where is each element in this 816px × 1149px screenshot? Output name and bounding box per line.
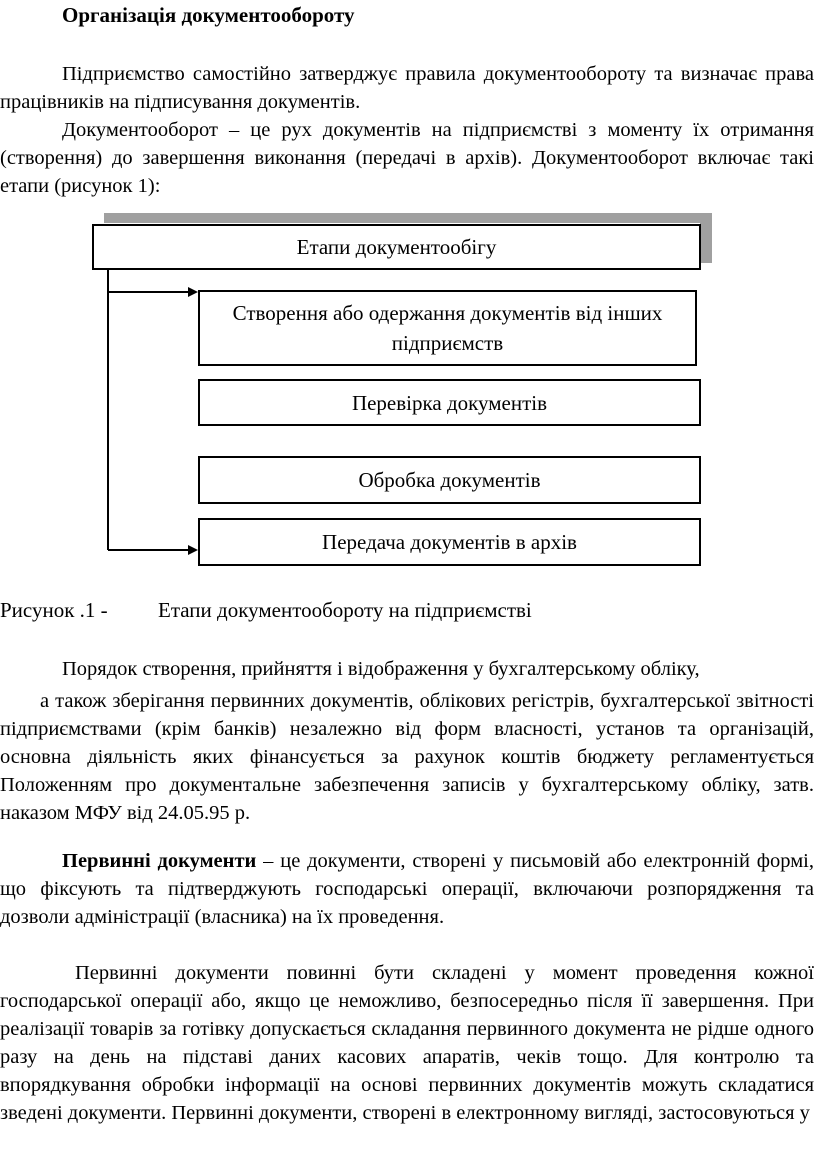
top-box-shadow-top: [104, 213, 712, 223]
section-heading: Організація документообороту: [62, 3, 355, 27]
stage-box-create: Створення або одержання документів від інших підприємств: [198, 290, 697, 366]
regulation-first-line: Порядок створення, прийняття і відображення у бухгалтерському обліку,: [62, 658, 700, 680]
stages-diagram: [0, 205, 816, 575]
term-primary-documents: Первинні документи: [62, 850, 257, 872]
arrow-first-icon: [188, 287, 198, 297]
top-stage-box: Етапи документообігу: [92, 224, 701, 270]
stage-box-verify: Перевірка документів: [198, 379, 701, 426]
paragraph-timing: Первинні документи повинні бути складені у момент проведення кожної господарської операції або, якщо це неможливо, безпосередньо після її завершення. При реалізації товарів за готівку допускається складання первинного документа не рідше одного разу на день на підставі даних касових апаратів, чеків тощо. Для контролю та впорядкування обробки інформації на основі первинних документів можуть складатися зведені документи. Первинні документи, створені в електронному вигляді, застосовуються у: [0, 962, 814, 1124]
stage-box-archive: Передача документів в архів: [198, 518, 701, 566]
arrow-last-icon: [188, 545, 198, 555]
figure-caption-text: Етапи документообороту на підприємстві: [158, 598, 532, 622]
paragraph-primary-documents: [0, 847, 814, 931]
paragraph-regulation: [0, 655, 814, 827]
definition-primary-documents: – це документи, створені у письмовій або електронній формі, що фіксують та підтверджують господарські операції, включаючи розпорядження та дозволи адміністрації (власника) на їх проведення.: [0, 850, 814, 928]
regulation-body: а також зберігання первинних документів, облікових регістрів, бухгалтерської звітності підприємствами (крім банків) незалежно від форм власності, установ та організацій, основна діяльність яких фінансується за рахунок коштів бюджету регламентується Положенням про документальне забезпечення записів у бухгалтерському обліку, затв. наказом МФУ від 24.05.95 р.: [0, 690, 814, 824]
figure-caption-number: Рисунок .1 -: [0, 598, 108, 622]
paragraph-rules: Підприємство самостійно затверджує правила документообороту та визначає права працівників на підписування документів.: [0, 63, 814, 113]
paragraph-definition: Документооборот – це рух документів на підприємстві з моменту їх отримання (створення) до завершення виконання (передачі в архів). Документооборот включає такі етапи (рисунок 1):: [0, 119, 814, 197]
stage-box-process: Обробка документів: [198, 456, 701, 504]
top-box-shadow-right: [700, 213, 712, 263]
